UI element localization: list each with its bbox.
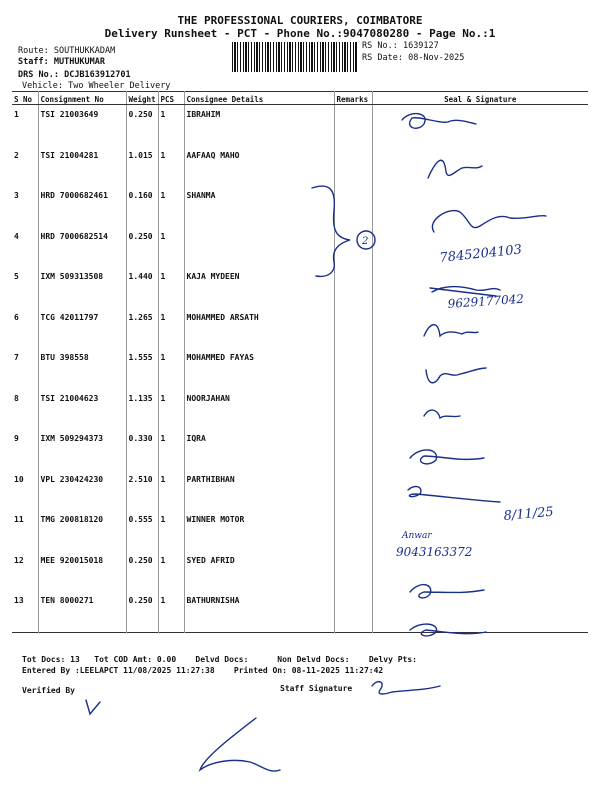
cell-consignment: TSI 21004623 [38,389,126,430]
cell-consignee: IBRAHIM [184,105,334,146]
cell-consignment: TSI 21003649 [38,105,126,146]
signature-3 [432,211,546,232]
cell-weight: 0.555 [126,510,158,551]
company-title: THE PROFESSIONAL COURIERS, COIMBATORE [177,14,423,27]
delvd-docs: Delvd Docs: [195,655,249,664]
route-value: SOUTHUKKADAM [53,46,116,56]
staff-signature [372,682,440,694]
cell-weight: 2.510 [126,470,158,511]
cell-consignee: MOHAMMED FAYAS [184,348,334,389]
cell-consignment: HRD 7000682461 [38,186,126,227]
cell-sno: 11 [14,515,24,524]
cell-sno: 8 [14,393,19,403]
cell-consignment: TEN 8000271 [38,591,126,632]
cell-sno: 5 [14,272,19,281]
vehicle-label: Vehicle: [22,81,63,91]
verified-by-label: Verified By [22,686,75,695]
drs-label: DRS No.: [18,70,59,80]
cell-pcs: 1 [158,186,184,227]
cell-consignment: HRD 7000682514 [38,227,126,268]
cell-consignment: TCG 42011797 [38,308,126,349]
printed-on: Printed On: 08-11-2025 11:27:42 [233,666,384,675]
cell-sno: 9 [14,434,19,443]
entered-by: Entered By :LEELAPCT 11/08/2025 11:27:38 [22,666,215,675]
verified-signature [86,700,100,714]
cell-sno: 7 [14,353,19,362]
signature-12 [410,585,484,598]
cell-sno: 12 [14,555,24,565]
cell-consignee: AAFAAQ MAHO [184,146,334,187]
drs-value: DCJB163912701 [64,70,131,80]
cell-consignee: PARTHIBHAN [184,470,334,511]
vehicle-value: Two Wheeler Delivery [68,81,171,91]
rs-no-value: 1639127 [402,41,439,51]
rs-date-label: RS Date: [362,53,403,63]
signature-8 [424,410,460,418]
cell-weight: 1.015 [126,146,158,187]
cell-pcs: 1 [158,551,184,592]
cell-pcs: 1 [158,389,184,430]
circled-note: 2 [362,236,369,247]
date-row10: 8/11/25 [503,504,555,524]
signature-13 [410,624,486,636]
cell-weight: 0.250 [126,591,158,632]
cell-pcs: 1 [158,591,184,632]
signature-2 [428,160,482,178]
cell-pcs: 1 [158,267,184,308]
cell-sno: 6 [14,312,19,322]
cell-weight: 1.555 [126,348,158,389]
cell-consignee: BATHURNISHA [184,591,334,632]
staff-value: MUTHUKUMAR [53,57,106,67]
cell-consignment: BTU 398558 [38,348,126,389]
col-remarks: Remarks [334,92,372,105]
cell-consignment: TMG 200818120 [38,510,126,551]
cell-consignee: KAJA MYDEEN [184,267,334,308]
signature-9 [410,450,484,464]
cell-sno: 10 [14,474,24,484]
col-signature: Seal & Signature [372,92,588,105]
non-delvd-docs: Non Delvd Docs: [277,655,350,664]
large-signature-stroke [200,718,280,771]
bracket-annotation [312,186,350,276]
cell-sno: 1 [14,110,19,119]
cell-pcs: 1 [158,429,184,470]
signature-10 [408,487,500,502]
cell-consignee: SHANMA [184,186,334,227]
staff-label: Staff: [18,57,49,67]
cell-consignment: TSI 21004281 [38,146,126,187]
col-consignment: Consignment No [38,92,126,105]
cell-weight: 1.265 [126,308,158,349]
tot-docs: Tot Docs: 13 [22,655,80,664]
cell-weight: 0.250 [126,105,158,146]
rs-date-value: 08-Nov-2025 [408,53,465,63]
col-consignee: Consignee Details [184,92,334,105]
cell-weight: 0.250 [126,227,158,268]
cell-sno: 4 [14,231,19,241]
delvy-pts: Delvy Pts: [368,655,417,664]
cell-consignee: SYED AFRID [184,551,334,592]
cell-sno: 3 [14,191,19,200]
cell-pcs: 1 [158,348,184,389]
runsheet-subtitle: Delivery Runsheet - PCT - Phone No.:9047080280 - Page No.:1 [104,27,496,40]
col-weight: Weight [126,92,158,105]
rs-no-label: RS No.: [362,41,398,51]
col-sno: S No [12,92,38,105]
cell-weight: 0.330 [126,429,158,470]
footer-summary [22,655,417,664]
cell-sno: 13 [14,596,24,605]
cell-consignee: NOORJAHAN [184,389,334,430]
cell-weight: 1.440 [126,267,158,308]
staff-signature-label: Staff Signature [280,684,353,693]
cell-pcs: 1 [158,470,184,511]
phone-row11: 9043163372 [396,545,473,559]
name-row11: Anwar [402,531,432,541]
signature-1 [402,114,476,129]
cell-pcs: 1 [158,105,184,146]
footer-timestamps [22,666,383,675]
cell-pcs: 1 [158,308,184,349]
cell-consignee: IQRA [184,429,334,470]
cell-weight: 0.250 [126,551,158,592]
cell-consignee: MOHAMMED ARSATH [184,308,334,349]
route-label: Route: [18,46,49,56]
phone-row5: 9629177042 [447,291,525,311]
cell-consignment: IXM 509294373 [38,429,126,470]
cell-pcs: 1 [158,510,184,551]
tot-cod: Tot COD Amt: 0.00 [94,655,177,664]
signature-7 [426,368,486,383]
cell-sno: 2 [14,150,19,160]
cell-consignee: WINNER MOTOR [184,510,334,551]
cell-weight: 1.135 [126,389,158,430]
signature-6 [424,325,478,336]
cell-pcs: 1 [158,227,184,268]
phone-row4: 7845204103 [438,242,523,266]
cell-consignment: IXM 509313508 [38,267,126,308]
cell-consignment: VPL 230424230 [38,470,126,511]
cell-consignment: MEE 920015018 [38,551,126,592]
cell-pcs: 1 [158,146,184,187]
cell-weight: 0.160 [126,186,158,227]
col-pcs: PCS [158,92,184,105]
